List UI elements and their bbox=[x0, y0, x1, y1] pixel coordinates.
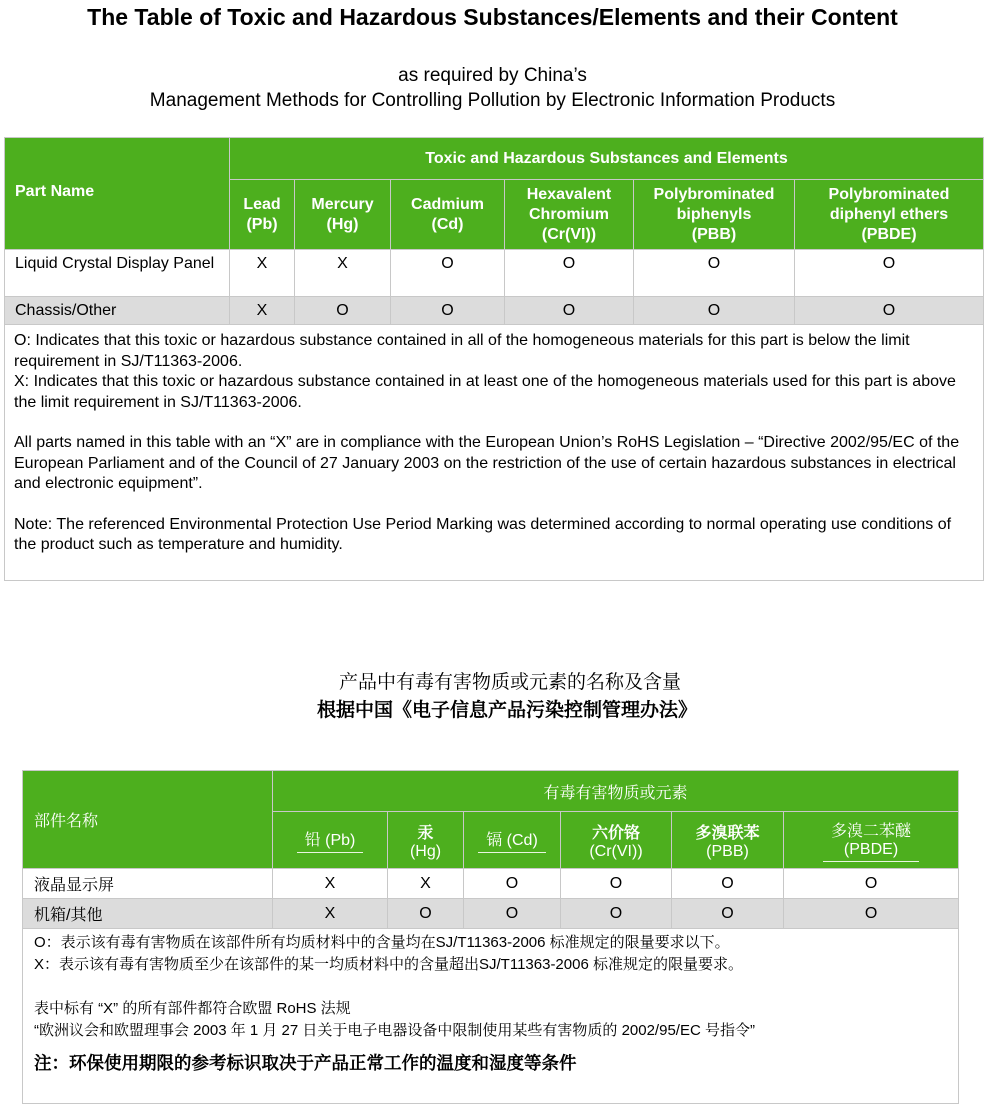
value-cell: O bbox=[295, 297, 391, 325]
table-row bbox=[23, 899, 959, 929]
value-cell: O bbox=[784, 899, 959, 929]
value-cell: O bbox=[672, 899, 784, 929]
column-header-chromium-cn: 六价铬 (Cr(VI)) bbox=[561, 812, 672, 869]
subtitle-line-2: Management Methods for Controlling Pollution by Electronic Information Products bbox=[149, 90, 836, 111]
table-row bbox=[23, 869, 959, 899]
notes-block-cn bbox=[23, 929, 959, 1104]
value-cell: X bbox=[230, 250, 295, 297]
use-period-note-cn: 注：环保使用期限的参考标识取决于产品正常工作的温度和湿度等条件 bbox=[34, 1053, 577, 1073]
part-name-cell: 液晶显示屏 bbox=[23, 869, 273, 899]
column-header-hexavalent-chromium: Hexavalent Chromium (Cr(VI)) bbox=[505, 180, 634, 250]
value-cell: O bbox=[634, 297, 795, 325]
o-indicator-note: O: Indicates that this toxic or hazardous substance contained in all of the homogeneous materials for this part is below the limit requirement in SJ/T11363-2006. bbox=[14, 332, 910, 370]
value-cell: O bbox=[391, 297, 505, 325]
column-header-cadmium-cn: 镉 (Cd) bbox=[464, 812, 561, 869]
value-cell: O bbox=[505, 297, 634, 325]
substances-group-header-cn: 有毒有害物质或元素 bbox=[273, 771, 959, 812]
value-cell: O bbox=[784, 869, 959, 899]
rohs-compliance-note-cn: 表中标有 “X” 的所有部件都符合欧盟 RoHS 法规 bbox=[34, 1000, 351, 1017]
column-header-pbb-cn: 多溴联苯 (PBB) bbox=[672, 812, 784, 869]
column-header-lead: Lead (Pb) bbox=[230, 180, 295, 250]
value-cell: O bbox=[795, 250, 984, 297]
column-header-cadmium: Cadmium (Cd) bbox=[391, 180, 505, 250]
subtitle-line-1: as required by China’s bbox=[398, 65, 587, 86]
chinese-substance-table bbox=[22, 770, 959, 1104]
rohs-compliance-note: All parts named in this table with an “X” are in compliance with the European Union’s RoHS Legislation – “Directive 2002/95/EC of the European Parliament and of the Council of 27 January 2003 on the restriction of the use of certain hazardous substances in electrical and electronic equipment”. bbox=[14, 434, 960, 492]
value-cell: O bbox=[795, 297, 984, 325]
chinese-title: 产品中有毒有害物质或元素的名称及含量 bbox=[338, 671, 681, 693]
value-cell: O bbox=[672, 869, 784, 899]
table-row bbox=[5, 297, 984, 325]
value-cell: X bbox=[388, 869, 464, 899]
part-name-cell: 机箱/其他 bbox=[23, 899, 273, 929]
part-name-cell: Chassis/Other bbox=[5, 297, 230, 325]
value-cell: X bbox=[273, 899, 388, 929]
document-subtitle bbox=[0, 63, 985, 113]
substances-group-header: Toxic and Hazardous Substances and Elements bbox=[230, 138, 984, 180]
english-substance-table bbox=[4, 137, 984, 581]
value-cell: O bbox=[464, 899, 561, 929]
part-name-cell: Liquid Crystal Display Panel bbox=[5, 250, 230, 297]
table-row bbox=[5, 250, 984, 297]
chinese-subtitle: 根据中国《电子信息产品污染控制管理办法》 bbox=[316, 700, 697, 721]
document-title: The Table of Toxic and Hazardous Substances/Elements and their Content bbox=[87, 4, 898, 30]
rohs-directive-note-cn: “欧洲议会和欧盟理事会 2003 年 1 月 27 日关于电子电器设备中限制使用某些有害物质的 2002/95/EC 号指令” bbox=[34, 1022, 755, 1039]
column-header-lead-cn: 铅 (Pb) bbox=[273, 812, 388, 869]
value-cell: O bbox=[464, 869, 561, 899]
value-cell: X bbox=[273, 869, 388, 899]
value-cell: O bbox=[505, 250, 634, 297]
value-cell: O bbox=[391, 250, 505, 297]
value-cell: O bbox=[634, 250, 795, 297]
column-header-mercury-cn: 汞 (Hg) bbox=[388, 812, 464, 869]
value-cell: O bbox=[388, 899, 464, 929]
column-header-pbde-cn: 多溴二苯醚 (PBDE) bbox=[784, 812, 959, 869]
x-indicator-note-cn: X：表示该有毒有害物质至少在该部件的某一均质材料中的含量超出SJ/T11363-2006 标准规定的限量要求。 bbox=[34, 956, 743, 973]
o-indicator-note-cn: O：表示该有毒有害物质在该部件所有均质材料中的含量均在SJ/T11363-2006 标准规定的限量要求以下。 bbox=[34, 934, 730, 951]
column-header-pbde: Polybrominated diphenyl ethers (PBDE) bbox=[795, 180, 984, 250]
column-header-mercury: Mercury (Hg) bbox=[295, 180, 391, 250]
part-name-header-cn: 部件名称 bbox=[23, 771, 273, 869]
use-period-note: Note: The referenced Environmental Protection Use Period Marking was determined according to normal operating use conditions of the product such as temperature and humidity. bbox=[14, 515, 952, 553]
value-cell: O bbox=[561, 899, 672, 929]
x-indicator-note: X: Indicates that this toxic or hazardous substance contained in at least one of the homogeneous materials used for this part is above the limit requirement in SJ/T11363-2006. bbox=[14, 373, 956, 411]
value-cell: X bbox=[230, 297, 295, 325]
part-name-header: Part Name bbox=[5, 138, 230, 250]
value-cell: O bbox=[561, 869, 672, 899]
value-cell: X bbox=[295, 250, 391, 297]
notes-block bbox=[5, 325, 984, 581]
column-header-pbb: Polybrominated biphenyls (PBB) bbox=[634, 180, 795, 250]
